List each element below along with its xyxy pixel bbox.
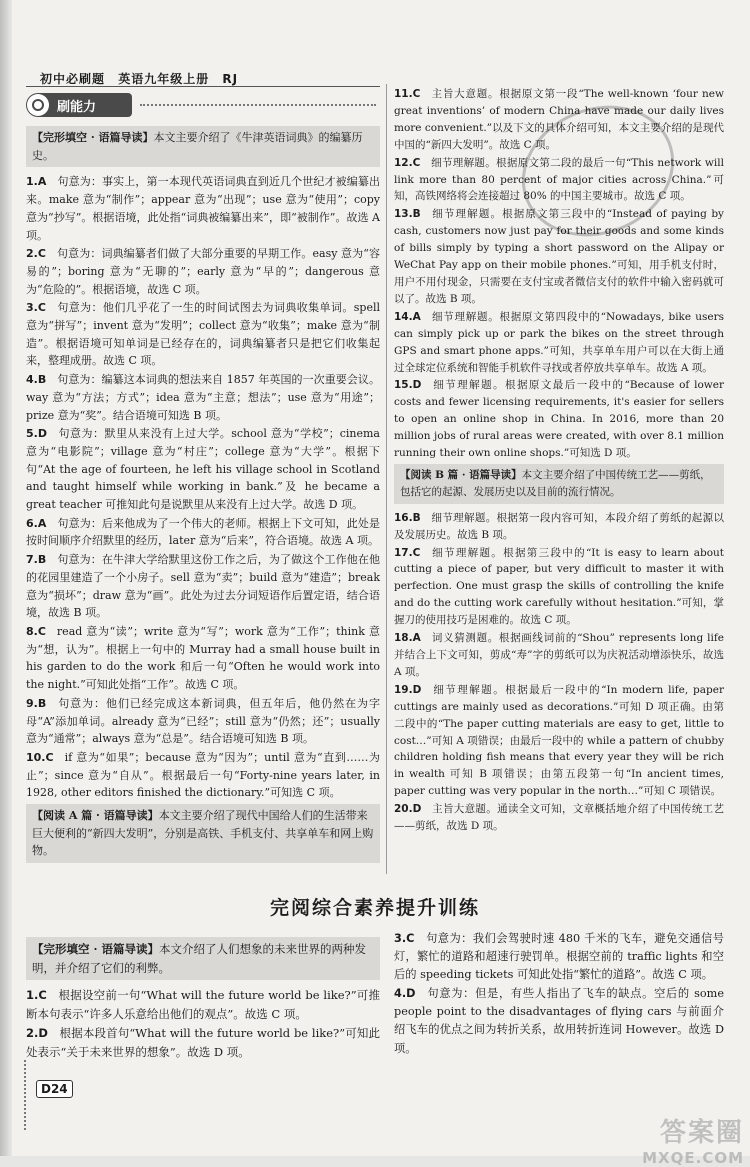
item-explanation: read 意为“读”；write 意为“写”；work 意为“工作”；think 意为“想，认为”。根据上一句中的 Murray had a small house built in his garden to do the work 和后一句“Often he would work into the night.”可知此处指“工作”。故选 C 项。 (26, 624, 380, 692)
header-rule (26, 86, 380, 87)
item-number: 19. (394, 683, 413, 696)
answer-item (394, 510, 724, 544)
item-explanation: 细节理解题。根据原文第三段中的“Instead of paying by cash, customers now just pay for their goods and some kinds of bills simply by typing a short password on the Alipay or WeChat Pay app on their mobile phones.”可知，用手机支付时，用户不用付现金，只需要在支付宝或者微信支付的软件中输入密码就可以了。故选 B 项。 (394, 208, 724, 305)
guide-label: 【阅读 A 篇 · 语篇导读】 (32, 809, 159, 823)
answer-item (394, 985, 724, 1057)
answer-item (26, 986, 380, 1023)
item-number: 20. (394, 803, 413, 816)
item-explanation: 根据设空前一句“What will the future world be like?”可推断本句表示“许多人乐意给出他们的观点”。故选 C 项。 (26, 988, 380, 1021)
item-answer: C (38, 988, 47, 1002)
answer-item (26, 551, 380, 622)
item-explanation: 细节理解题。根据第一段内容可知，本段介绍了剪纸的起源以及发展历史。故选 B 项。 (394, 511, 724, 541)
answer-item (26, 749, 380, 802)
item-number: 18. (394, 632, 413, 645)
reading-guide (26, 937, 380, 980)
item-explanation: 主旨大意题。根据原文第一段“The well-known ‘four new great inventions’ of modern China have made our daily lives more convenient.”以及下文的具体介绍可知，本文主要介绍的是现代中国的“新四大发明”。故选 C 项。 (394, 88, 724, 151)
item-number: 2. (26, 247, 38, 261)
item-explanation: 细节理解题。根据第三段中的“It is easy to learn about cutting a piece of paper, but very difficult to master it with perfection. One must grasp the skills of controlling the knife and do the cutting work carefully without hesitation.”可知，掌握刀的使用技巧是困难的。故选 C 项。 (394, 546, 724, 627)
item-explanation: 细节理解题。根据最后一段中的“In modern life, paper cuttings are mainly used as decorations.”可知 D 项正确。由第二段中的“The paper cutting materials are easy to get, little to cost…”可知 A 项错误；由最后一段中的 while a pattern of chubby children holding fish means that every year they will be rich in wealth 可知 B 项错误；由第五段第一句“In ancient times, paper cutting was very popular in the north…”可知 C 项错误。 (394, 683, 724, 798)
header-edition: RJ (222, 72, 239, 86)
guide-text: 本文主要介绍了《牛津英语词典》的编纂历史。 (32, 131, 363, 162)
item-answer: B (37, 696, 47, 710)
answer-item (394, 545, 724, 630)
item-answer: A (412, 632, 421, 645)
answer-item (394, 206, 724, 307)
item-number: 1. (26, 988, 39, 1002)
column-divider (386, 84, 387, 874)
item-answer: B (37, 553, 47, 567)
item-answer: C (412, 546, 421, 559)
header-book: 英语九年级上册 (118, 72, 210, 86)
item-number: 16. (394, 511, 413, 524)
guide-label: 【阅读 B 篇 · 语篇导读】 (400, 468, 522, 481)
item-answer: B (412, 511, 421, 524)
item-explanation: 句意为：事实上，第一本现代英语词典直到近几个世纪才被编纂出来。make 意为“制作”；appear 意为“出现”；use 意为“使用”；copy 意为“抄写”。根据语境，此处指“词典被编纂出来”，即“被制作”。故选 A 项。 (26, 175, 380, 242)
item-answer: B (412, 208, 421, 221)
answer-item (26, 1024, 380, 1061)
section-title: 完阅综合素养提升训练 (269, 897, 480, 919)
item-explanation: 细节理解题。根据原文第二段的最后一句“This network will link more than 80 percent of major cities across China.”可知，高铁网络将会连接超过 80% 的中国主要城市。故选 C 项。 (394, 156, 724, 203)
reading-guide (26, 804, 380, 863)
right-column (394, 86, 724, 836)
item-answer: A (37, 516, 47, 530)
item-explanation: 句意为：他们几乎花了一生的时间试图去为词典收集单词。spell 意为“拼写”；invent 意为“发明”；collect 意为“收集”；make 意为“制造”。根据语境可知单词是已经存在的，词典编纂者只是把它们收集起来，整理成册。故选 C 项。 (26, 301, 380, 368)
item-answer: D (412, 683, 422, 696)
guide-text: 本文主要介绍了现代中国给人们的生活带来巨大便利的“新四大发明”，分别是高铁、手机支付、共享单车和网上购物。 (32, 809, 374, 858)
page-binding-shadow (0, 0, 12, 1156)
left-column (26, 124, 380, 869)
page-corner-dots (24, 1060, 32, 1130)
guide-label: 【完形填空 · 语篇导读】 (32, 131, 154, 144)
section-badge (26, 93, 132, 117)
item-number: 3. (26, 301, 38, 315)
badge-dotted-rule (140, 104, 376, 106)
item-answer: C (412, 88, 421, 100)
item-number: 10. (26, 750, 46, 764)
item-answer: B (37, 373, 47, 387)
item-answer: D (412, 379, 422, 392)
item-number: 1. (26, 175, 38, 189)
answer-item (26, 425, 380, 514)
reading-guide (394, 464, 724, 504)
item-answer: A (412, 310, 421, 323)
page-header (40, 70, 246, 87)
page-number: D24 (36, 1080, 73, 1098)
item-number: 17. (394, 546, 413, 559)
item-explanation: 句意为：我们会驾驶时速 480 千米的飞车，避免交通信号灯，繁忙的道路和超速行驶罚单。根据空前的 traffic lights 和空后的 speeding tickets 可知此处指“繁忙的道路”。故选 C 项。 (394, 932, 724, 982)
answer-item (394, 801, 724, 835)
item-number: 4. (26, 373, 38, 387)
item-answer: D (38, 1026, 48, 1040)
answer-item (394, 377, 724, 462)
item-number: 15. (394, 379, 413, 392)
item-number: 2. (26, 1026, 39, 1040)
answer-item (394, 309, 724, 377)
item-answer: C (406, 932, 415, 945)
item-answer: A (37, 175, 47, 189)
header-series: 初中必刷题 (40, 72, 106, 86)
answer-item (394, 155, 724, 206)
answer-item (26, 515, 380, 550)
watermark-url: MXQE.COM (642, 1149, 744, 1167)
item-answer: D (37, 427, 47, 441)
item-explanation: 句意为：后来他成为了一个伟大的老师。根据上下文可知，此处是按时间顺序介绍默里的经历，later 意为“后来”，符合语境。故选 A 项。 (26, 516, 380, 548)
item-explanation: 句意为：他们已经完成这本新词典，但五年后，他仍然在为字母“A”添加单词。already 意为“已经”；still 意为“仍然；还”；usually 意为“通常”；always 意为“总是”。结合语境可知选 B 项。 (26, 696, 380, 746)
watermark-text: 答案圈 (659, 1118, 744, 1148)
item-number: 11. (394, 88, 413, 100)
answer-item (26, 299, 380, 370)
answer-item (394, 682, 724, 800)
item-number: 5. (26, 427, 38, 441)
item-explanation: 句意为：在牛津大学给默里这份工作之后，为了做这个工作他在他的花园里建造了一个小房子。sell 意为“卖”；build 意为“建造”；break 意为“损坏”；draw 意为“画”。此处为过去分词短语作后置定语，结合语境，故选 B 项。 (26, 553, 380, 620)
item-answer: D (412, 803, 422, 816)
item-number: 6. (26, 516, 38, 530)
guide-label: 【完形填空 · 语篇导读】 (32, 942, 160, 956)
answer-item (394, 86, 724, 154)
item-explanation: 细节理解题。根据原文第四段中的“Nowadays, bike users can simply pick up or park the bikes on the street through GPS and smart phone apps.”可知，共享单车用户可以在大街上通过全球定位系统和智能手机软件寻找或者停放共享单车。故选 A 项。 (394, 310, 724, 374)
badge-label: 刷能力 (57, 99, 97, 115)
answer-item (26, 173, 380, 244)
answer-item (26, 623, 380, 694)
item-explanation: 根据本段首句“What will the future world be like?”可知此处表示“关于未来世界的想象”。故选 D 项。 (26, 1026, 380, 1059)
item-number: 12. (394, 156, 413, 169)
item-number: 7. (26, 553, 38, 567)
answer-item (26, 371, 380, 424)
answer-item (26, 695, 380, 748)
item-answer: C (37, 624, 46, 638)
item-explanation: 主旨大意题。通读全文可知，文章概括地介绍了中国传统工艺——剪纸，故选 D 项。 (394, 803, 724, 833)
reading-guide (26, 126, 380, 167)
item-explanation: 词义猜测题。根据画线词前的“Shou” represents long life 并结合上下文可知，剪成“寿”字的剪纸可以为庆祝活动增添快乐，故选 A 项。 (394, 632, 724, 678)
item-explanation: if 意为“如果”；because 意为“因为”；until 意为“直到……为止”；since 意为“自从”。根据最后一句“Forty-nine years later, in 1928, other editors finished the dictionary.”可知选 C 项。 (26, 750, 380, 800)
bottom-right-column (394, 930, 724, 1059)
answer-item (394, 630, 724, 681)
item-answer: C (412, 156, 421, 169)
item-explanation: 句意为：默里从来没有上过大学。school 意为“学校”；cinema 意为“电影院”；village 意为“村庄”；college 意为“大学”。根据下句“At the age of fourteen, he left his village school in Scotland and taught himself while working in bank.”及 he became a great teacher 可推知此句是说默里从来没有上过大学。故选 D 项。 (26, 427, 380, 512)
item-number: 13. (394, 208, 413, 221)
item-answer: C (37, 301, 46, 315)
guide-text: 本文介绍了人们想象的未来世界的两种发明，并介绍了它们的利弊。 (32, 942, 367, 975)
item-explanation: 句意为：词典编纂者们做了大部分重要的早期工作。easy 意为“容易的”；boring 意为“无聊的”；early 意为“早的”；dangerous 意为“危险的”。根据语境，故选 C 项。 (26, 247, 380, 296)
item-answer: C (37, 247, 46, 261)
item-answer: C (45, 750, 54, 764)
item-explanation: 句意为：但是，有些人指出了飞车的缺点。空后的 some people point to the disadvantages of flying cars 与前面介绍飞车的优点之间为转折关系，故用转折连词 However。故选 D 项。 (394, 987, 724, 1055)
answer-item (26, 245, 380, 298)
answer-item (394, 930, 724, 984)
site-watermark (642, 1112, 744, 1167)
item-number: 14. (394, 310, 413, 323)
item-explanation: 细节理解题。根据原文最后一段中的“Because of lower costs and fewer licensing requirements, it's easier for sellers to open an online shop in China. In 2016, more than 20 million jobs of rural areas were created, with over 8.1 million running their own online shops.”可知选 D 项。 (394, 379, 724, 460)
item-number: 3. (394, 932, 407, 945)
item-explanation: 句意为：编纂这本词典的想法来自 1857 年英国的一次重要会议。way 意为“方法；方式”；idea 意为“主意；想法”；use 意为“用途”；prize 意为“奖”。结合语境可知选 B 项。 (26, 373, 380, 422)
bottom-left-column (26, 935, 380, 1062)
item-number: 8. (26, 624, 38, 638)
guide-text: 本文主要介绍了中国传统工艺——剪纸，包括它的起源、发展历史以及目前的流行情况。 (400, 468, 711, 498)
item-number: 4. (394, 987, 407, 1001)
badge-icon (27, 94, 49, 116)
item-answer: D (406, 987, 416, 1001)
item-number: 9. (26, 696, 38, 710)
